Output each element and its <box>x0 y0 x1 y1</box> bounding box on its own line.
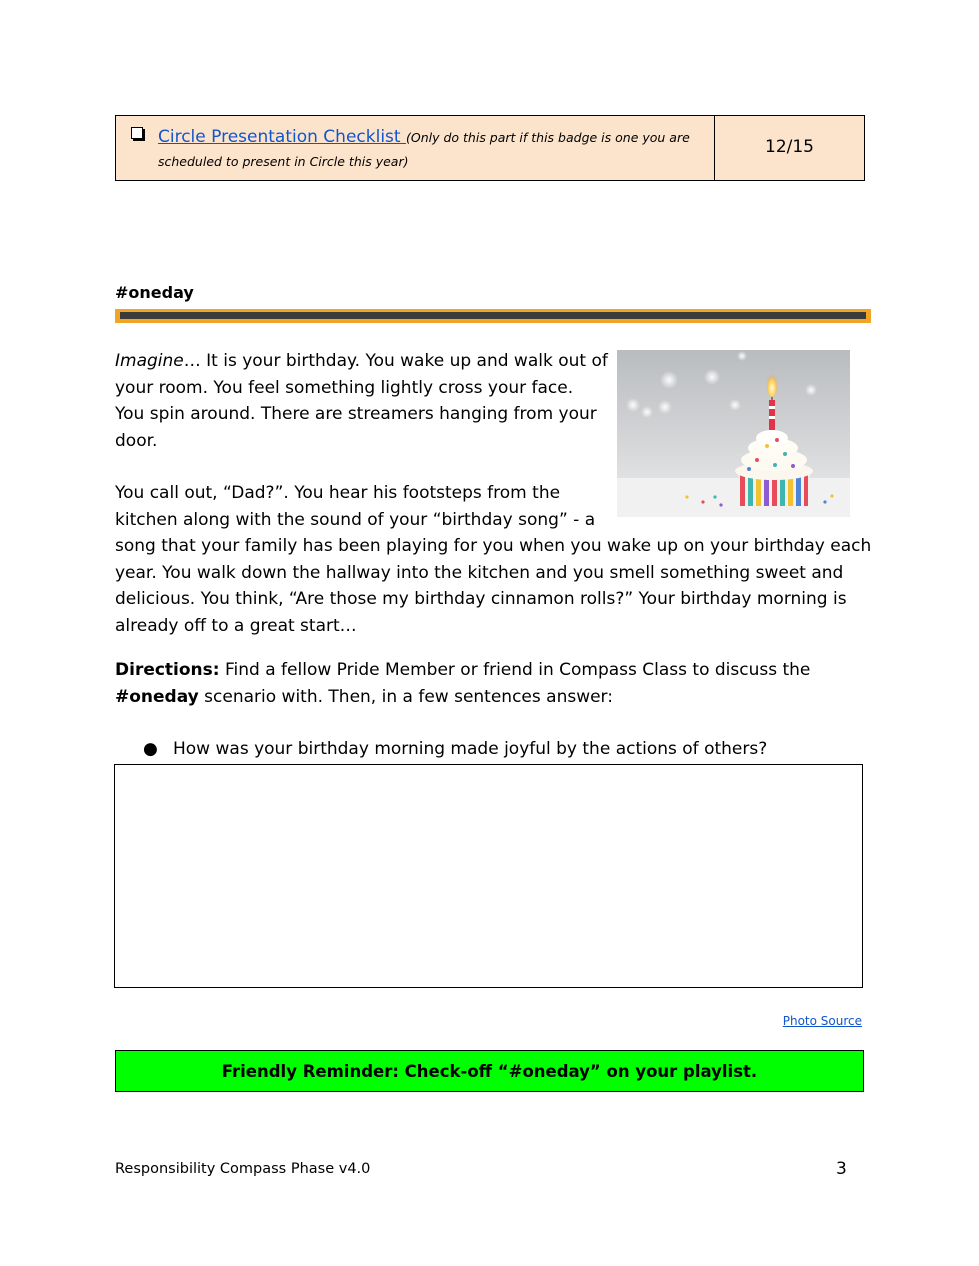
section-heading: #oneday <box>115 283 194 302</box>
directions-text-1: Find a fellow Pride Member or friend in Compass Class to discuss the <box>219 660 811 680</box>
story-line-4: door. <box>115 430 158 451</box>
story-line-1 <box>115 348 608 374</box>
story-line-2: your room. You feel something lightly cross your face. <box>115 377 574 398</box>
story-intro-rest: … It is your birthday. You wake up and walk out of <box>183 351 608 371</box>
answer-box[interactable] <box>114 764 863 988</box>
question-text: How was your birthday morning made joyful by the actions of others? <box>173 739 768 759</box>
directions-tag: #oneday <box>115 686 199 707</box>
story-p2-line-2: kitchen along with the sound of your “birthday song” - a <box>115 509 596 530</box>
directions-text-2: scenario with. Then, in a few sentences answer: <box>198 686 613 707</box>
bullet-icon: ● <box>143 739 158 759</box>
photo-source-link[interactable]: Photo Source <box>782 1014 862 1028</box>
directions-line-1 <box>115 657 810 683</box>
checklist-item-text <box>158 125 703 173</box>
story-line-3: You spin around. There are streamers hanging from your <box>115 404 597 424</box>
story-p2-line-1: You call out, “Dad?”. You hear his footsteps from the <box>115 483 561 503</box>
checklist-item-note: (Only do this part if this badge is one you are scheduled to present in Circle this year) <box>158 130 690 169</box>
section-divider-inner <box>120 312 866 319</box>
story-p2-line-4: year. You walk down the hallway into the kitchen and you smell something sweet and <box>115 562 844 583</box>
story-p2-line-3: song that your family has been playing for you when you wake up on your birthday each <box>115 536 872 556</box>
checklist-table <box>115 115 865 181</box>
footer-doc-title: Responsibility Compass Phase v4.0 <box>115 1161 371 1177</box>
directions-label: Directions: <box>115 660 220 680</box>
cupcake-image <box>617 350 850 517</box>
checklist-item-cell <box>116 116 715 180</box>
friendly-reminder-banner: Friendly Reminder: Check-off “#oneday” on your playlist. <box>115 1050 864 1092</box>
checkbox-icon[interactable] <box>131 127 143 139</box>
question-bullet-item <box>143 736 767 762</box>
story-intro-italic: Imagine <box>115 351 184 371</box>
checklist-score: 12/15 <box>765 136 814 157</box>
circle-presentation-checklist-link[interactable]: Circle Presentation Checklist <box>158 127 406 147</box>
section-divider <box>115 309 871 323</box>
story-p2-line-6: already off to a great start… <box>115 615 357 636</box>
birthday-cupcake-photo <box>617 350 850 517</box>
directions-line-2 <box>115 684 613 710</box>
story-p2-line-5: delicious. You think, “Are those my birthday cinnamon rolls?” Your birthday morning is <box>115 589 847 609</box>
page-number: 3 <box>836 1159 847 1179</box>
